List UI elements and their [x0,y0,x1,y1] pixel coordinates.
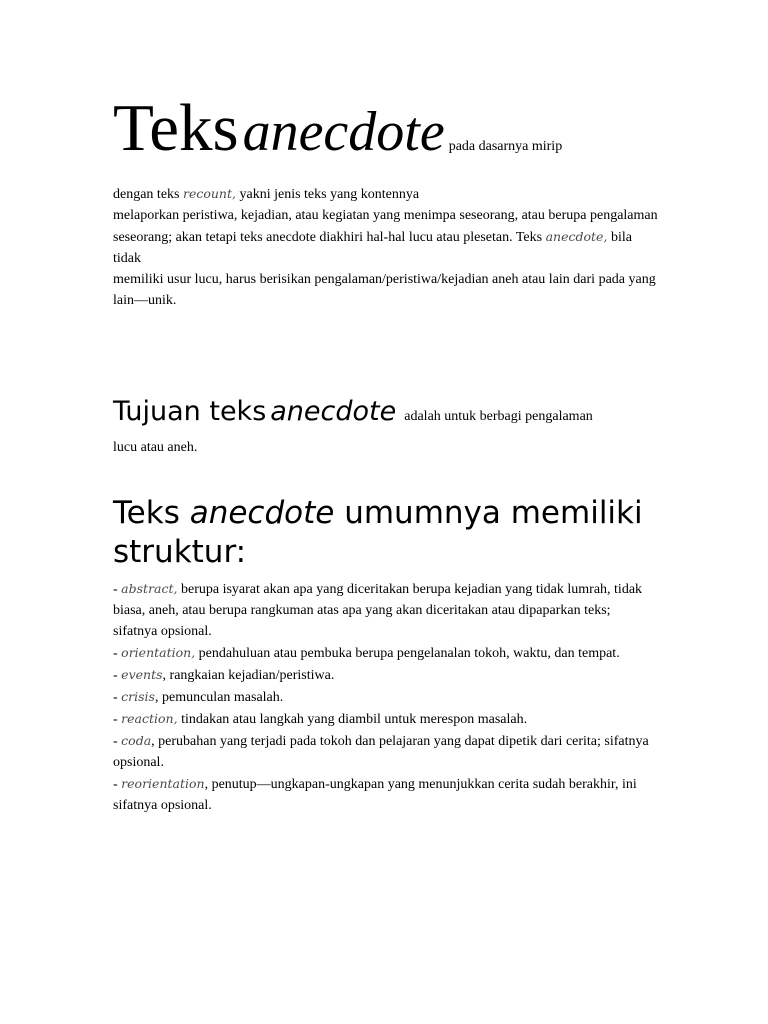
purpose-word: Tujuan teks [113,396,267,427]
list-item: - events, rangkaian kejadian/peristiwa. [113,667,335,683]
definition-line: dengan teks recount, yakni jenis teks yang kontennya [113,186,420,202]
list-item-continuation: sifatnya opsional. [113,798,212,813]
definition-line: lain—unik. [113,293,177,308]
list-item-continuation: biasa, aneh, atau berupa rangkuman atas apa yang akan diceritakan atau dipaparkan teks; [113,603,611,618]
section-purpose [113,392,593,458]
section-definition [113,92,658,311]
definition-line: seseorang; akan tetapi teks anecdote diakhiri hal-hal lucu atau plesetan. Teks anecdote, bila tidak [113,229,632,266]
heading-tail: pada dasarnya mirip [448,139,563,154]
term-reaction: reaction, [121,711,178,726]
list-item: - reaction, tindakan atau langkah yang diambil untuk merespon masalah. [113,711,528,727]
term-recount: recount, [182,186,236,201]
term-coda: coda [121,733,152,748]
term-reorientation: reorientation [121,776,205,791]
purpose-tail: adalah untuk berbagi pengalaman [404,409,593,424]
purpose-line: lucu atau aneh. [113,440,198,455]
list-item-continuation: opsional. [113,755,164,770]
term-orientation: orientation, [121,645,196,660]
definition-heading [113,92,658,183]
term-crisis: crisis [121,689,155,704]
structure-list [113,578,658,816]
term-events: events [121,667,163,682]
list-item: - reorientation, penutup—ungkapan-ungkapan yang menunjukkan cerita sudah berakhir, ini [113,776,637,792]
list-item-continuation: sifatnya opsional. [113,624,212,639]
purpose-heading [113,392,593,437]
section-structure [113,494,658,816]
list-item: - crisis, pemunculan masalah. [113,689,284,705]
structure-heading: Teks anecdote umumnya memiliki struktur: [113,495,643,570]
purpose-emphasis: anecdote [270,396,397,427]
definition-line: melaporkan peristiwa, kejadian, atau kegiatan yang menimpa seseorang, atau berupa pengalaman [113,208,658,223]
term-anecdote: anecdote, [545,229,608,244]
list-item: - coda, perubahan yang terjadi pada tokoh dan pelajaran yang dapat dipetik dari cerita; sifatnya [113,733,649,749]
list-item: - abstract, berupa isyarat akan apa yang diceritakan berupa kejadian yang tidak lumrah, tidak [113,581,643,597]
list-item: - orientation, pendahuluan atau pembuka berupa pengelanalan tokoh, waktu, dan tempat. [113,645,620,661]
definition-line: memiliki usur lucu, harus berisikan pengalaman/peristiwa/kejadian aneh atau lain dari pada yang [113,272,656,287]
heading-word: Teks [113,91,239,165]
heading-emphasis: anecdote [242,101,445,163]
term-abstract: abstract, [121,581,178,596]
document-page [113,91,658,813]
